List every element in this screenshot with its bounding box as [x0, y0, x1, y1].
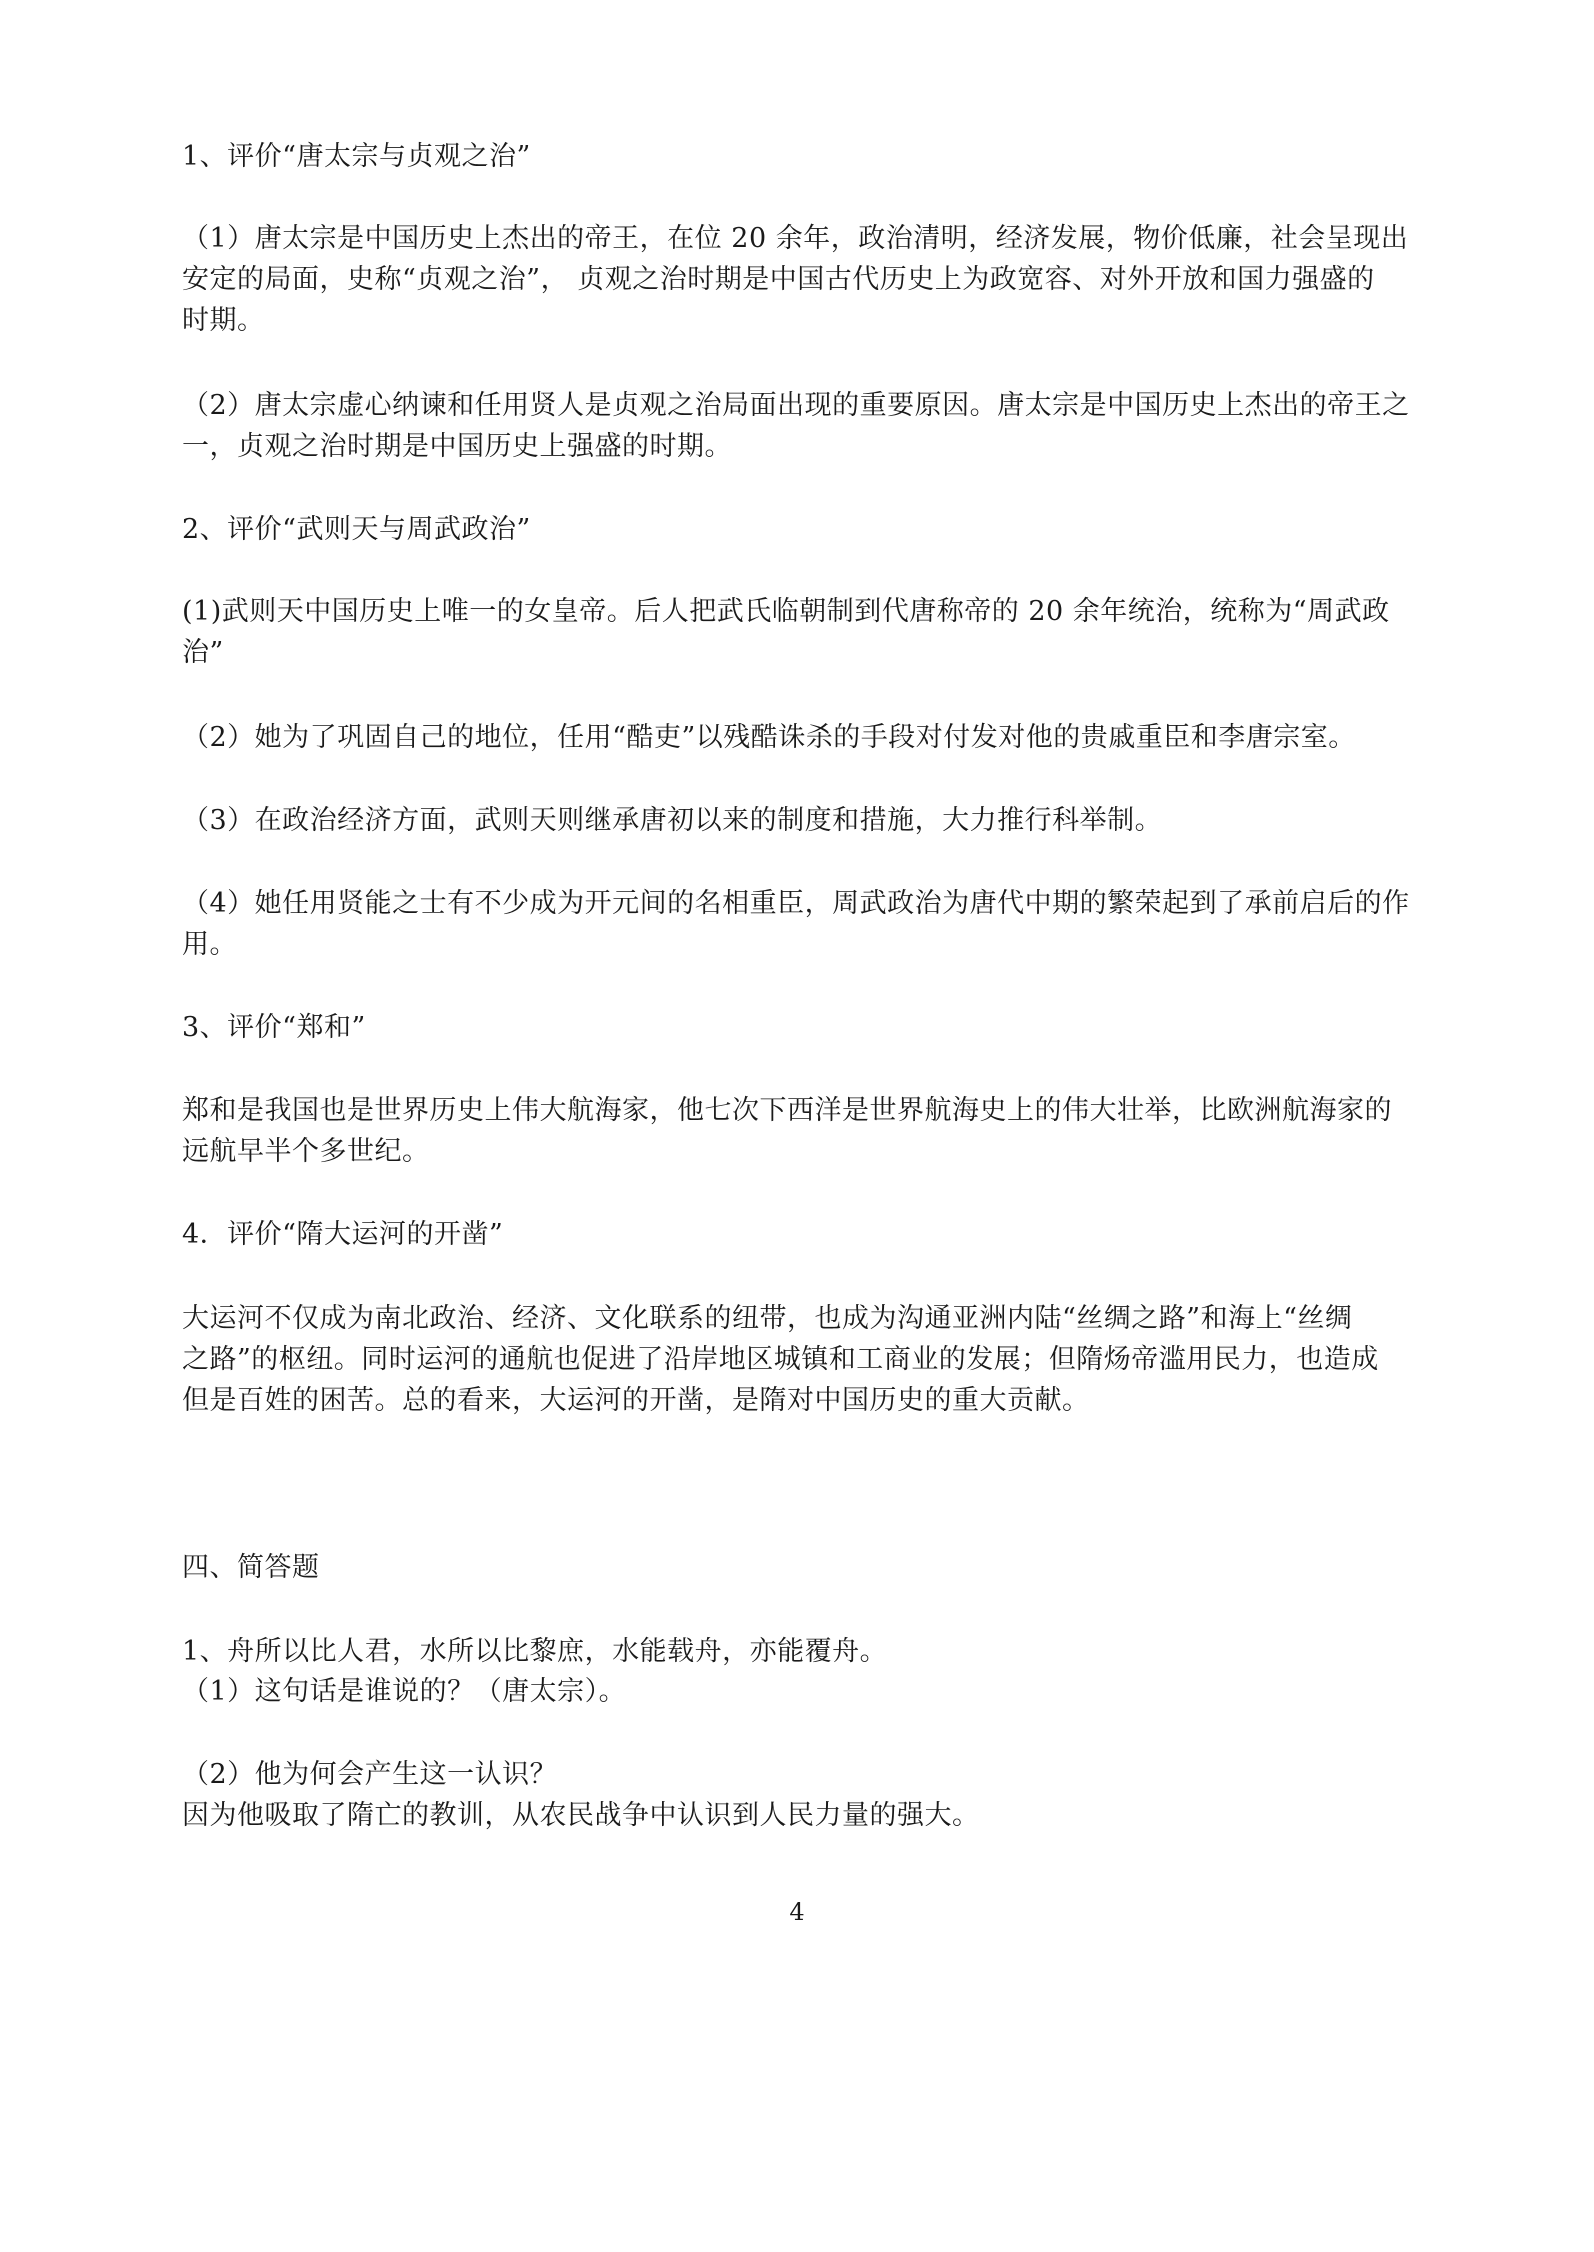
- section-heading-2: 2、评价“武则天与周武政治”: [182, 514, 531, 545]
- question-line: （1）这句话是谁说的？（唐太宗）。: [182, 1676, 627, 1707]
- section-heading-3: 3、评价“郑和”: [182, 1012, 366, 1043]
- paragraph-line: 安定的局面，史称“贞观之治”， 贞观之治时期是中国古代历史上为政宽容、对外开放和国力强盛的: [182, 264, 1375, 295]
- paragraph-line: （2）唐太宗虚心纳谏和任用贤人是贞观之治局面出现的重要原因。唐太宗是中国历史上杰出的帝王之: [182, 390, 1410, 421]
- paragraph-line: （2）她为了巩固自己的地位，任用“酷吏”以残酷诛杀的手段对付发对他的贵戚重臣和李唐宗室。: [182, 722, 1356, 753]
- paragraph-line: （4）她任用贤能之士有不少成为开元间的名相重臣，周武政治为唐代中期的繁荣起到了承前启后的作: [182, 888, 1410, 919]
- paragraph-line: (1)武则天中国历史上唯一的女皇帝。后人把武氏临朝制到代唐称帝的 20 余年统治，统称为“周武政: [182, 596, 1390, 627]
- paragraph-line: 一，贞观之治时期是中国历史上强盛的时期。: [182, 431, 732, 462]
- question-line: 1、舟所以比人君，水所以比黎庶，水能载舟，亦能覆舟。: [182, 1636, 888, 1667]
- paragraph-line: （1）唐太宗是中国历史上杰出的帝王，在位 20 余年，政治清明，经济发展，物价低廉，社会呈现出: [182, 223, 1409, 254]
- paragraph-line: 郑和是我国也是世界历史上伟大航海家，他七次下西洋是世界航海史上的伟大壮举，比欧洲航海家的: [182, 1095, 1392, 1126]
- page-number: 4: [789, 1898, 805, 1926]
- paragraph-line: 但是百姓的困苦。总的看来，大运河的开凿，是隋对中国历史的重大贡献。: [182, 1385, 1090, 1416]
- paragraph-line: 治”: [182, 637, 224, 668]
- paragraph-line: 用。: [182, 929, 237, 960]
- paragraph-line: （3）在政治经济方面，武则天则继承唐初以来的制度和措施，大力推行科举制。: [182, 805, 1163, 836]
- paragraph-line: 远航早半个多世纪。: [182, 1136, 430, 1167]
- answer-line: 因为他吸取了隋亡的教训，从农民战争中认识到人民力量的强大。: [182, 1800, 980, 1831]
- paragraph-line: 时期。: [182, 305, 265, 336]
- paragraph-line: 之路”的枢纽。同时运河的通航也促进了沿岸地区城镇和工商业的发展；但隋炀帝滥用民力，也造成: [182, 1344, 1379, 1375]
- section-heading-4: 4．评价“隋大运河的开凿”: [182, 1219, 504, 1250]
- paragraph-line: 大运河不仅成为南北政治、经济、文化联系的纽带，也成为沟通亚洲内陆“丝绸之路”和海上“丝绸: [182, 1303, 1353, 1334]
- section-heading-short-answer: 四、简答题: [182, 1552, 320, 1583]
- section-heading-1: 1、评价“唐太宗与贞观之治”: [182, 141, 531, 172]
- question-line: （2）他为何会产生这一认识？: [182, 1759, 558, 1790]
